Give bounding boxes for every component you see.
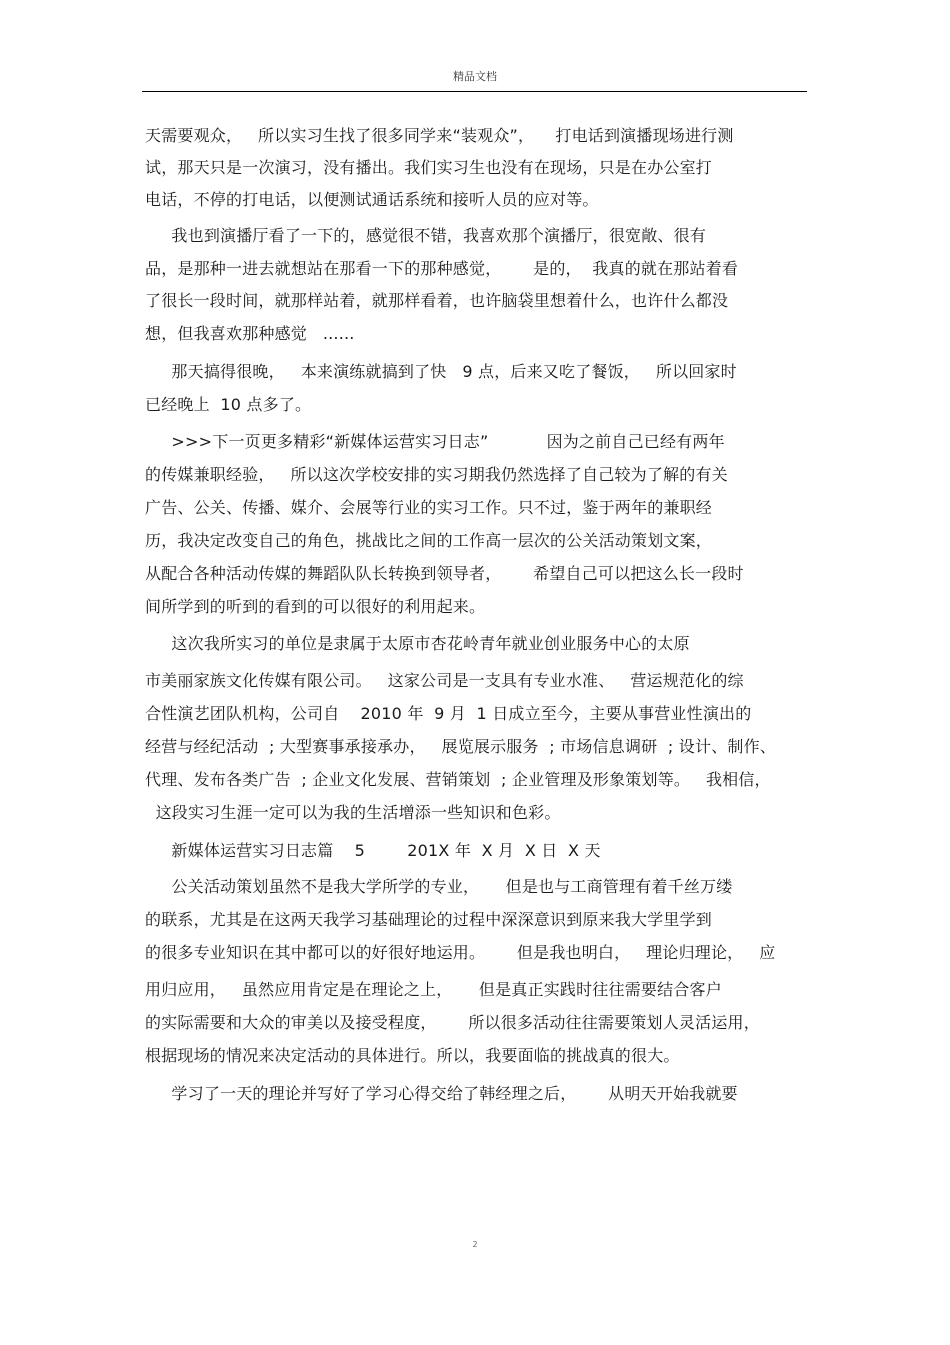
text-line: 电话，不停的打电话，以便测试通话系统和接听人员的应对等。 (145, 190, 599, 209)
text-line: 历，我决定改变自己的角色，挑战比之间的工作高一层次的公关活动策划文案， (145, 531, 713, 550)
text-line: 这段实习生涯一定可以为我的生活增添一些知识和色彩。 (145, 803, 561, 822)
text-line: 那天搞得很晚， 本来演练就搞到了快 9 点，后来又吃了餐饭， 所以回家时 (145, 362, 737, 381)
text-line: 品，是那种一进去就想站在那看一下的那种感觉， 是的， 我真的就在那站着看 (145, 259, 739, 278)
text-line: 试，那天只是一次演习，没有播出。我们实习生也没有在现场，只是在办公室打 (145, 158, 713, 177)
text-line: 这次我所实习的单位是隶属于太原市杏花岭青年就业创业服务中心的太原 (145, 634, 690, 653)
text-line: 广告、公关、传播、媒介、会展等行业的实习工作。只不过，鉴于两年的兼职经 (145, 498, 713, 517)
text-line: 用归应用， 虽然应用肯定是在理论之上， 但是真正实践时往往需要结合客户 (145, 980, 722, 999)
text-line: 了很长一段时间，就那样站着，就那样看着，也许脑袋里想着什么，也许什么都没 (145, 291, 729, 310)
text-line: 天需要观众， 所以实习生找了很多同学来“装观众”， 打电话到演播现场进行测 (145, 126, 734, 145)
text-line: 的联系，尤其是在这两天我学习基础理论的过程中深深意识到原来我大学里学到 (145, 910, 713, 929)
page-header-title: 精品文档 (453, 70, 497, 83)
text-line: 市美丽家族文化传媒有限公司。 这家公司是一支具有专业水准、 营运规范化的综 (145, 671, 744, 690)
text-line: 经营与经纪活动 ; 大型赛事承接承办， 展览展示服务 ; 市场信息调研 ; 设计、制作、 (145, 737, 777, 756)
text-line: 代理、发布各类广告 ; 企业文化发展、营销策划 ; 企业管理及形象策划等。 我相信， (145, 770, 771, 789)
text-line: 学习了一天的理论并写好了学习心得交给了韩经理之后， 从明天开始我就要 (145, 1084, 738, 1103)
text-line: 根据现场的情况来决定活动的具体进行。所以，我要面临的挑战真的很大。 (145, 1046, 680, 1065)
text-line: 公关活动策划虽然不是我大学所学的专业， 但是也与工商管理有着千丝万缕 (145, 877, 733, 896)
text-line: 的传媒兼职经验， 所以这次学校安排的实习期我仍然选择了自己较为了解的有关 (145, 465, 728, 484)
text-line: 的很多专业知识在其中都可以的好很好地运用。 但是我也明白， 理论归理论， 应 (145, 943, 776, 962)
text-line: 从配合各种活动传媒的舞蹈队队长转换到领导者， 希望自己可以把这么长一段时 (145, 564, 744, 583)
text-line: 想，但我喜欢那种感觉 ...... (145, 324, 355, 343)
text-line: 新媒体运营实习日志篇 5 201X 年 X 月 X 日 X 天 (145, 841, 601, 860)
text-line: 我也到演播厅看了一下的，感觉很不错，我喜欢那个演播厅，很宽敞、很有 (145, 226, 707, 245)
text-line: 合性演艺团队机构，公司自 2010 年 9 月 1 日成立至今，主要从事营业性演出的 (145, 704, 752, 723)
text-line: >>>下一页更多精彩“新媒体运营实习日志” 因为之前自己已经有两年 (145, 432, 725, 451)
text-line: 间所学到的听到的看到的可以很好的利用起来。 (145, 597, 486, 616)
header-divider (142, 91, 807, 92)
text-line: 已经晚上 10 点多了。 (145, 395, 312, 414)
text-line: 的实际需要和大众的审美以及接受程度， 所以很多活动往往需要策划人灵活运用， (145, 1013, 760, 1032)
page-number: 2 (472, 1240, 478, 1249)
